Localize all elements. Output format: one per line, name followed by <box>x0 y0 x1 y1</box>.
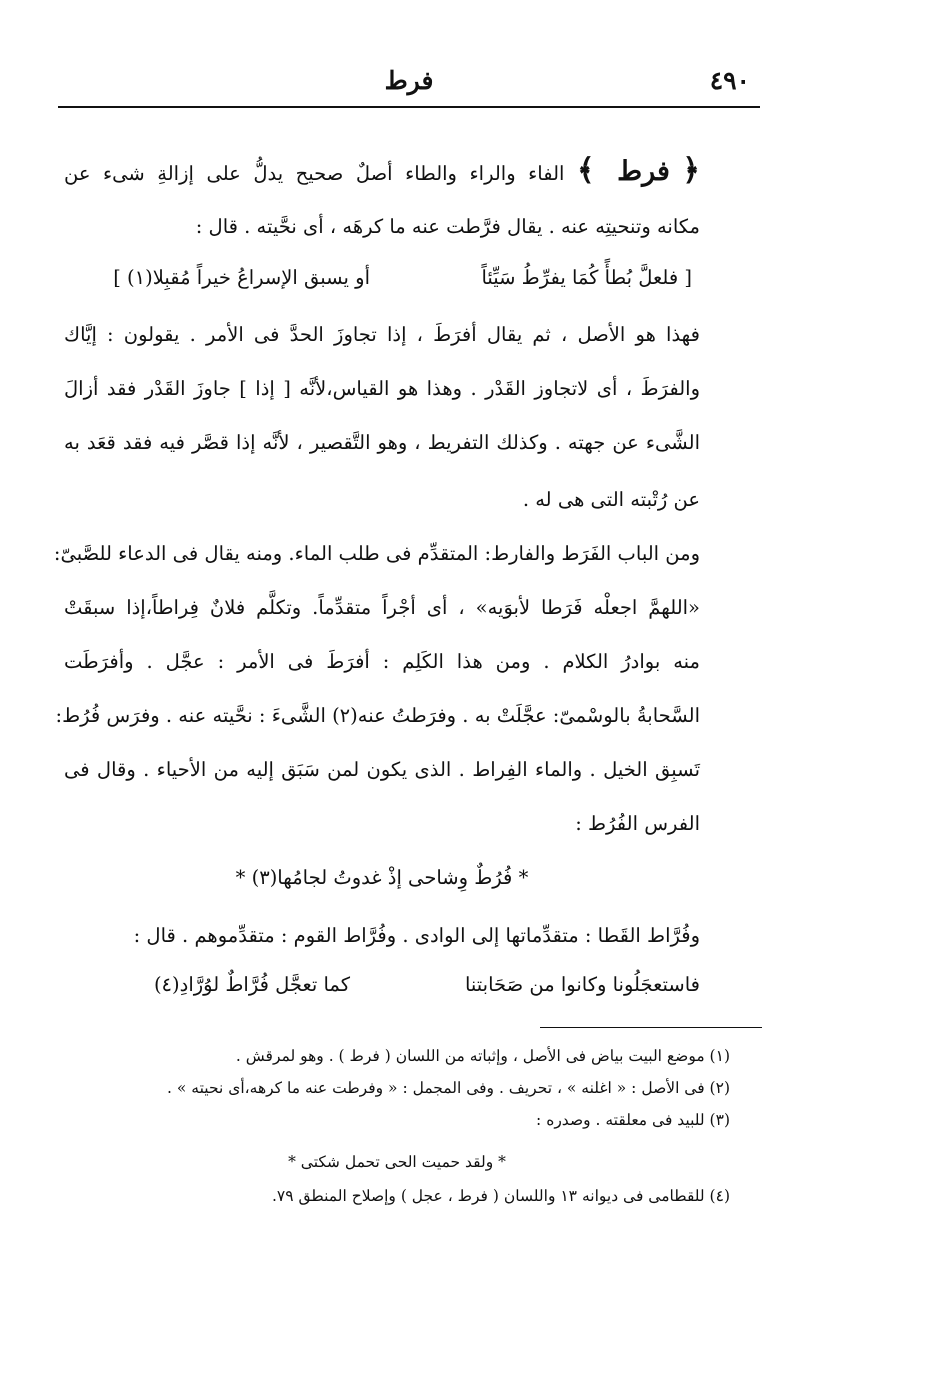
footnote: (٤) للقطامى فى ديوانه ١٣ واللسان ( فرط ، عجل ) وإصلاح المنطق ٧٩. <box>271 1187 730 1205</box>
text-line: عن رُتْبته التى هى له . <box>522 488 700 511</box>
page-number: ٤٩٠ <box>709 66 750 95</box>
page-header <box>58 58 760 106</box>
text-line: وفُرَّاط القَطا : متقدِّماتها إلى الوادى . وفُرَّاط القوم : متقدِّموهم . قال : <box>133 924 700 947</box>
verse-first-hemistich: فاستعجَلُونا وكانوا من صَحَابتنا <box>464 973 700 996</box>
ornament-brace-right: ﴿ <box>682 153 700 188</box>
verse-second-hemistich: كما تعجَّل فُرَّاطٌ لوُرَّادِ(٤) <box>153 973 350 996</box>
text-line: السَّحابةُ بالوسْمىّ: عجَّلَتْ به . وفرَطتُ عنه(٢) الشَّىءَ : نحَّيته عنه . وفرَس فُرُط: <box>55 704 700 727</box>
entry-headword: فرط <box>617 156 670 187</box>
text-line: فهذا هو الأصل ، ثم يقال أفرَطَ ، إذا تجاوزَ الحدَّ فى الأمر . يقولون : إيَّاك <box>64 323 700 346</box>
text-line: ومن الباب الفَرَط والفارط: المتقدِّم فى طلب الماء. ومنه يقال فى الدعاء للصَّبىّ: <box>53 542 700 565</box>
footnote: (٣) للبيد فى معلقته . وصدره : <box>536 1111 730 1129</box>
ornament-brace-left: ﴾ <box>577 153 595 188</box>
footnote-rule <box>540 1027 762 1028</box>
verse-first-hemistich: [ فلعلَّ بُطأً كُمَا يفرِّطُ سَيِّئاً <box>481 266 692 289</box>
entry-first-line <box>64 153 700 189</box>
verse-line: * فُرُطٌ وِشاحى إذْ غدوتُ لجامُها(٣) * <box>235 866 529 889</box>
text-line: الشَّىء عن جهته . وكذلك التفريط ، وهو التَّقصير ، لأنَّه إذا قصَّر فيه فقد قعَد به <box>64 431 700 454</box>
header-rule <box>58 106 760 108</box>
footnote: (١) موضع البيت بياض فى الأصل ، وإثباته من اللسان ( فرط ) . وهو لمرقش . <box>235 1047 730 1065</box>
footnote: (٢) فى الأصل : « اغلنه » ، تحريف . وفى المجمل : « وفرطت عنه ما كرهه،أى نحيته » . <box>167 1079 730 1097</box>
footnote-verse: * ولقد حميت الحى تحمل شكتى * <box>288 1153 506 1171</box>
text-line: مكانه وتنحيتِه عنه . يقال فرَّطت عنه ما كرهَه ، أى نحَّيته . قال : <box>195 215 700 238</box>
verse-second-hemistich: أو يسبق الإسراعُ خيراً مُقبِلا(١) ] <box>113 266 370 289</box>
text-line: والفرَطَ ، أى لاتجاوز القَدْر . وهذا هو القياس،لأنَّه [ إذا ] جاوزَ القَدْر فقد أزالَ <box>64 377 700 400</box>
text-line: الفاء والراء والطاء أصلٌ صحيح يدلُّ على إزالةِ شىء عن <box>64 162 565 185</box>
text-line: تَسبِق الخيل . والماء الفِراط . الذى يكون لمن سَبَق إليه من الأحياء . وقال فى <box>64 758 700 781</box>
text-line: الفرس الفُرُط : <box>575 812 700 835</box>
text-line: «اللهمَّ اجعلْه فَرَطا لأبوَيه» ، أى أجْراً متقدِّماً. وتكلَّم فلانٌ فِراطاً،إذا سبقَتْ <box>64 596 700 619</box>
text-line: منه بوادرُ الكلام . ومن هذا الكَلِم : أفرَطَ فى الأمر : عجَّل . وأفرَطَت <box>64 650 700 673</box>
running-head: فرط <box>384 66 434 95</box>
